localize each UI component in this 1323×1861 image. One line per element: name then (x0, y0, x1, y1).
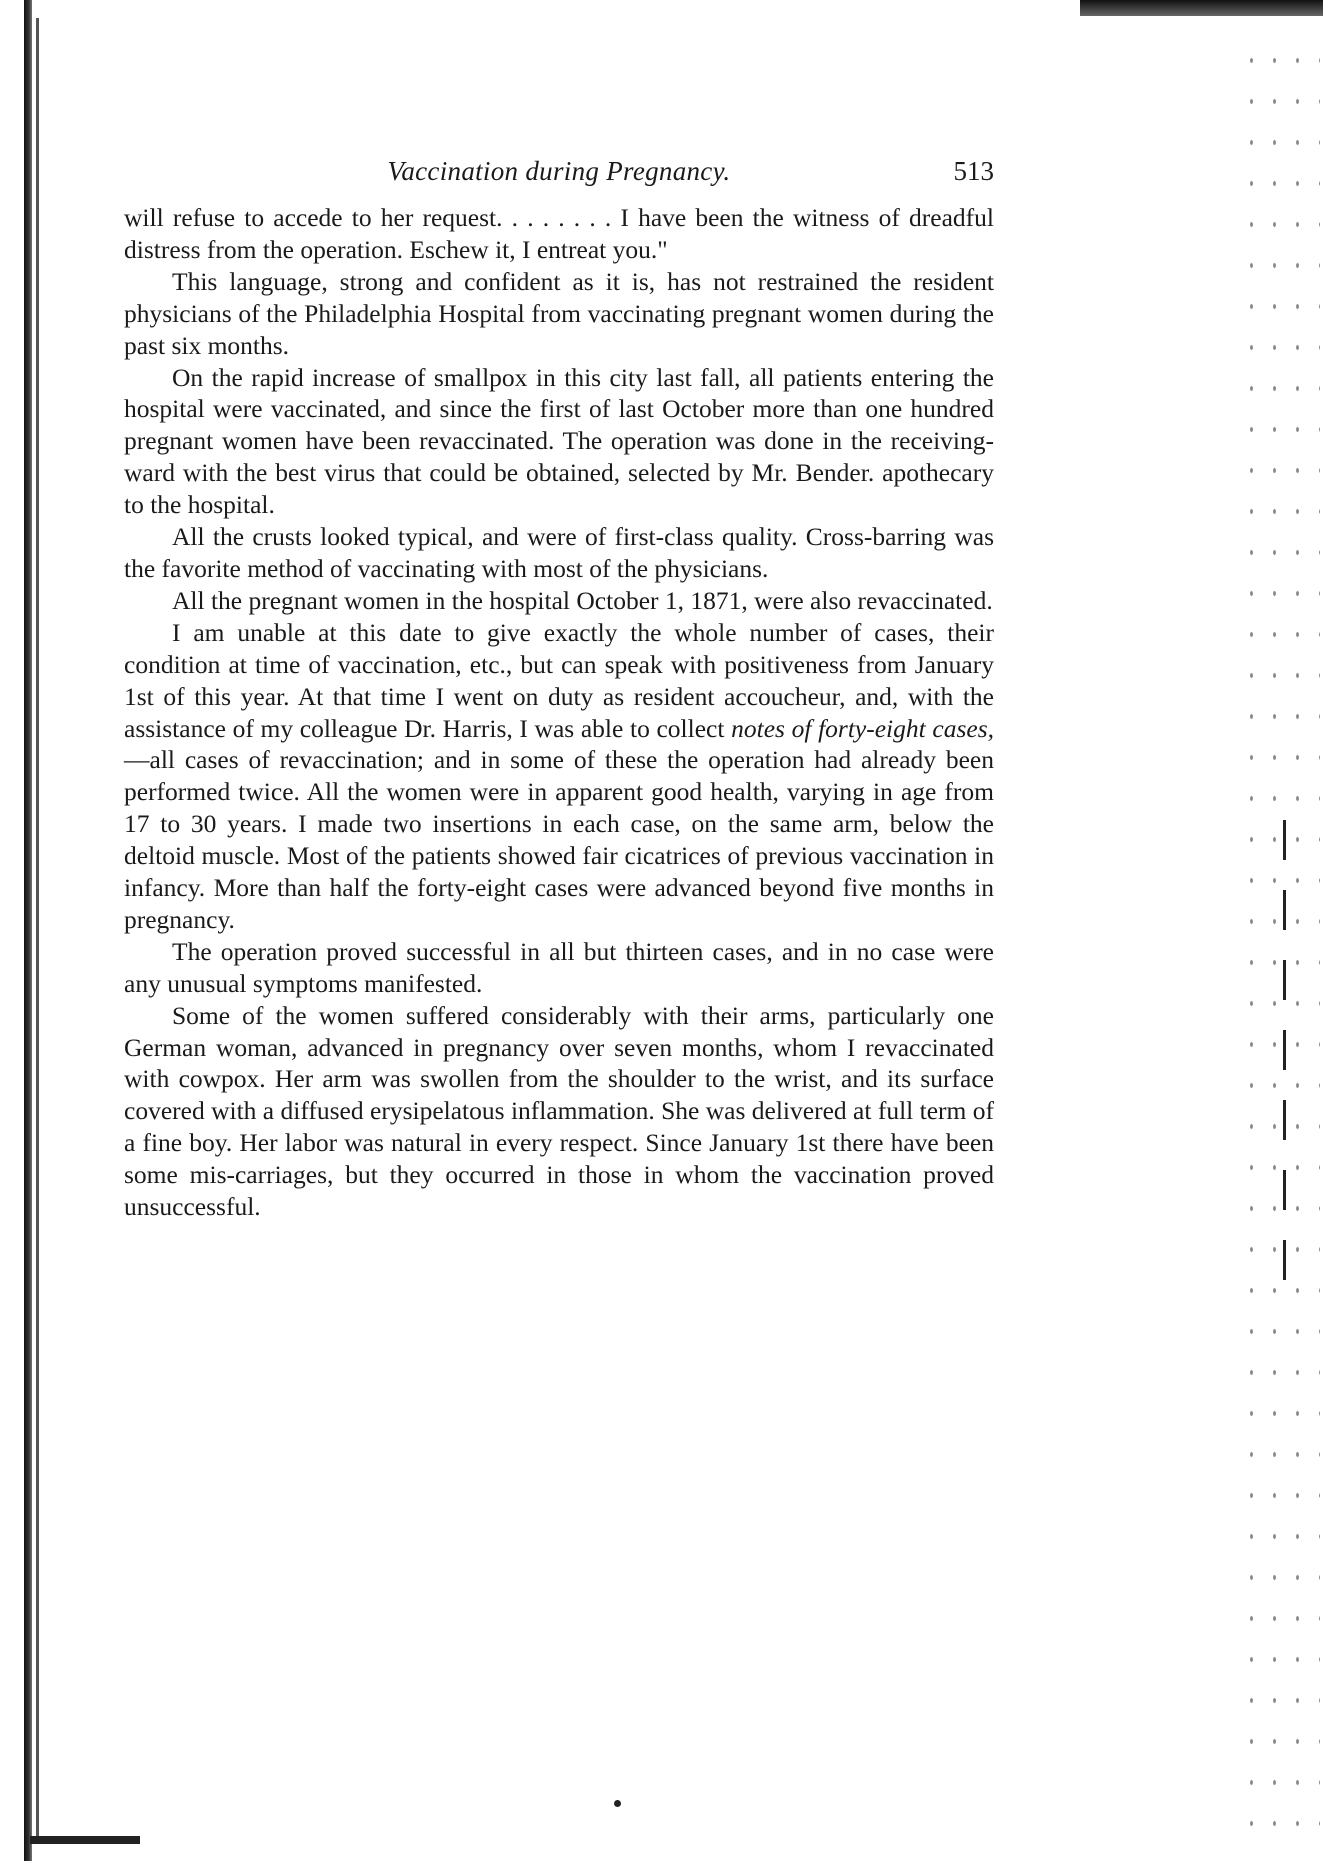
running-head: Vaccination during Pregnancy. (387, 156, 731, 186)
scan-top-edge (1080, 0, 1323, 16)
book-page (124, 150, 994, 1223)
paragraph-continuation: will refuse to accede to her request. . . . . . . . I have been the witness of dreadful distress from the operation. Eschew it, I entreat you." (124, 203, 994, 264)
scan-bottom-edge (30, 1836, 140, 1844)
scan-binding-edge (24, 0, 32, 1861)
scan-dot (614, 1800, 621, 1807)
paragraph-cases-italic: notes of forty-eight cases, (731, 713, 994, 743)
scan-noise-specks (1240, 40, 1320, 1840)
paragraph-operation: The operation proved successful in all but thirteen cases, and in no case were any unusual symptoms manifested. (124, 936, 994, 998)
scan-binding-shadow (36, 18, 39, 1838)
page-header (124, 150, 994, 202)
paragraph-crusts: All the crusts looked typical, and were of first-class quality. Cross-barring was the favorite method of vaccinating with most of the physicians. (124, 522, 994, 583)
paragraph-women: Some of the women suffered considerably with their arms, particularly one German woman, advanced in pregnancy over seven months, whom I revaccinated with cowpox. Her arm was swollen from the shoulder to the wrist, and its surface covered with a diffused erysipelatous inflammation. She was delivered at full term of a fine boy. Her labor was natural in every respect. Since January 1st there have been some mis-carriages, but they occurred in those in whom the vaccination proved unsuccessful. (124, 1000, 994, 1222)
paragraph-cases-start: I am unable at this date to give exactly the whole number of cases, their condition at time of vaccination, etc., but can speak with positiveness from January 1st of this year. At that time I went on duty as resident accoucheur, and, with the assistance of my colleague Dr. Harris, I was able to collect (124, 617, 994, 743)
page-number: 513 (953, 156, 994, 186)
body-text (124, 202, 994, 1223)
paragraph-cases-end: —all cases of revaccination; and in some of these the operation had already been performed twice. All the women were in apparent good health, varying in age from 17 to 30 years. I made two insertions in each case, on the same arm, below the deltoid muscle. Most of the patients showed fair cicatrices of previous vaccination in infancy. More than half the forty-eight cases were advanced beyond five months in pregnancy. (124, 745, 994, 934)
paragraph-language: This language, strong and confident as it is, has not restrained the resident physicians of the Philadelphia Hospital from vaccinating pregnant women during the past six months. (124, 266, 994, 360)
paragraph-cases (124, 617, 994, 936)
scan-noise-line (1283, 820, 1286, 1280)
paragraph-smallpox: On the rapid increase of smallpox in this city last fall, all patients entering the hospital were vaccinated, and since the first of last October more than one hundred pregnant women have been revaccinated. The operation was done in the receiving-ward with the best virus that could be obtained, selected by Mr. Bender. apothecary to the hospital. (124, 362, 994, 520)
paragraph-october: All the pregnant women in the hospital October 1, 1871, were also revaccinated. (172, 585, 993, 615)
